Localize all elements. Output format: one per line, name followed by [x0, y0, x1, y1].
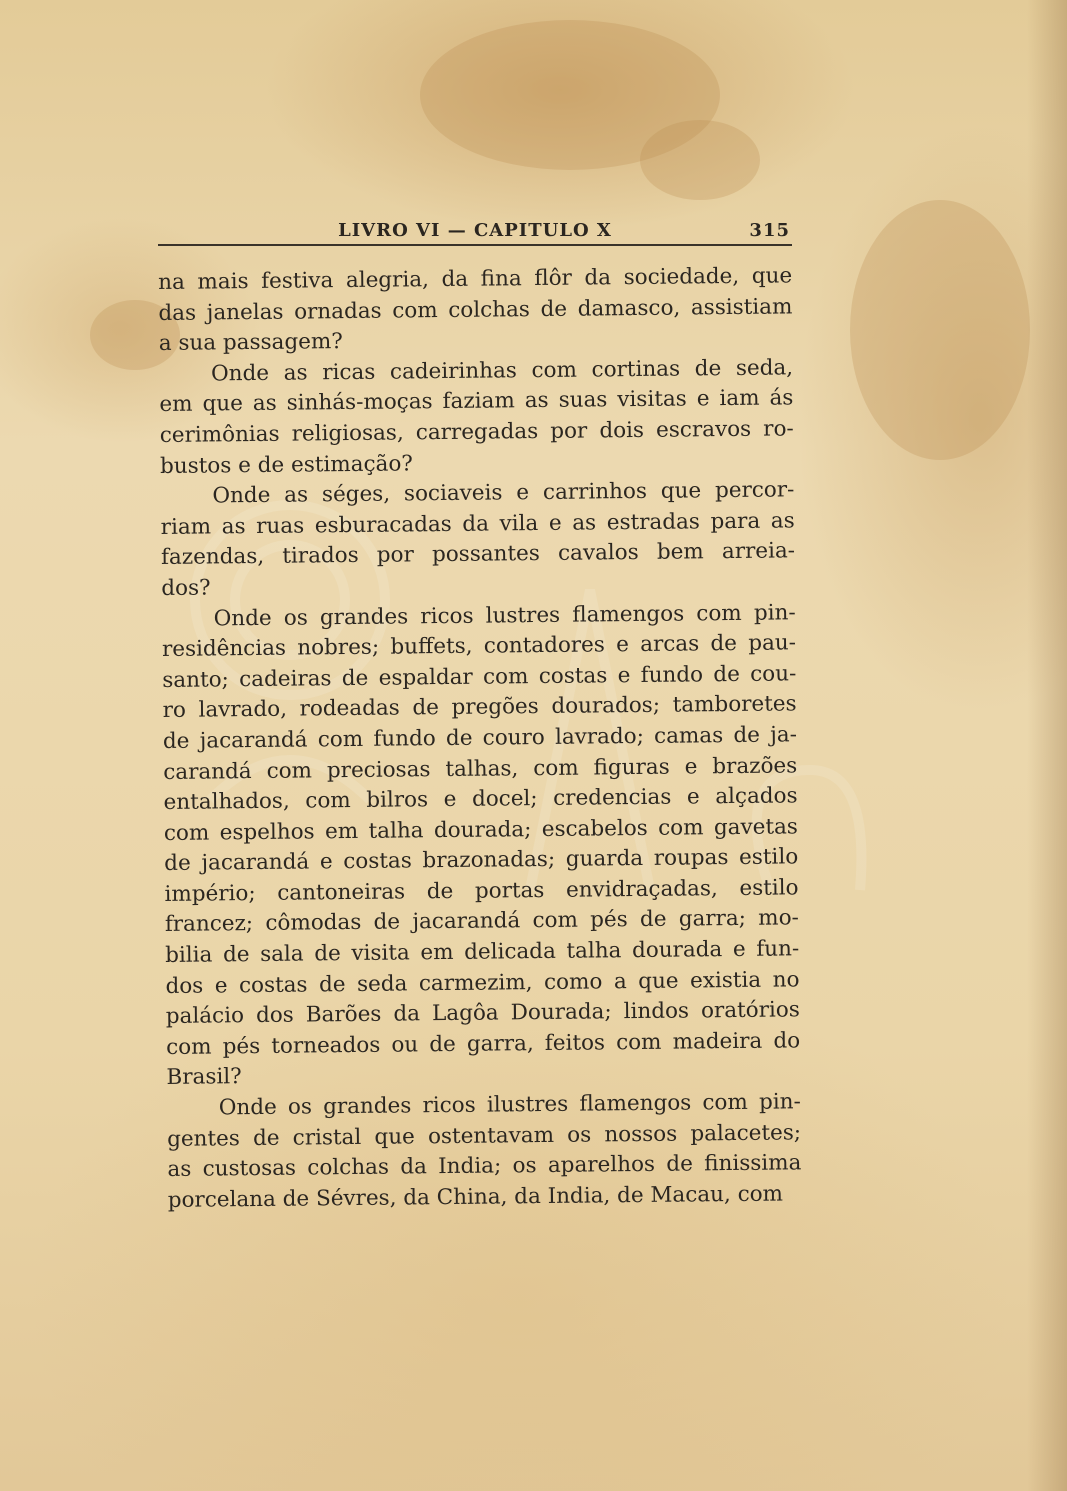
text-line: as custosas colchas da India; os aparelhos de finissima: [167, 1150, 802, 1183]
text-line: fazendas, tirados por possantes cavalos bem arreia-: [160, 538, 796, 571]
text-line: residências nobres; buffets, contadores e arcas de pau-: [161, 630, 797, 663]
text-line: bustos e de estimação?: [159, 450, 413, 479]
text-line: riam as ruas esburacadas da vila e as estradas para as: [160, 508, 795, 540]
text-line: Onde as ricas cadeirinhas com cortinas de seda,: [210, 355, 794, 387]
text-line: entalhados, com bilros e docel; credencias e alçados: [163, 783, 798, 816]
text-line: santo; cadeiras de espaldar com costas e fundo de cou-: [162, 661, 797, 693]
paragraph: [162, 598, 801, 1094]
text-line: a sua passagem?: [158, 329, 343, 357]
text-line: palácio dos Barões da Lagôa Dourada; lindos oratórios: [165, 997, 800, 1030]
text-line: porcelana de Sévres, da China, da India, de Macau, com: [167, 1181, 784, 1213]
foxing-stain: [850, 200, 1030, 460]
text-line: carandá com preciosas talhas, com figuras e brazões: [163, 752, 798, 785]
text-line: Onde os grandes ricos lustres flamengos com pin-: [213, 599, 796, 631]
paragraph: [167, 1087, 802, 1216]
paragraph: [160, 476, 795, 605]
text-line: com espelhos em talha dourada; escabelos com gavetas: [163, 814, 799, 846]
text-line: francez; cômodas de jacarandá com pés de garra; mo-: [164, 905, 799, 938]
text-line: Onde as séges, sociaveis e carrinhos que percor-: [212, 477, 795, 509]
running-title: LIVRO VI — CAPITULO X: [338, 220, 612, 241]
text-line: de jacarandá e costas brazonadas; guarda roupas estilo: [164, 844, 799, 877]
text-line: em que as sinhás-moças faziam as suas visitas e iam ás: [159, 385, 794, 418]
text-line: na mais festiva alegria, da fina flôr da sociedade, que: [158, 263, 793, 295]
foxing-stain: [640, 120, 760, 200]
text-line: gentes de cristal que ostentavam os nossos palacetes;: [166, 1119, 802, 1152]
text-line: bilia de sala de visita em delicada talha dourada e fun-: [165, 936, 800, 969]
paragraph: [158, 261, 793, 359]
text-line: cerimônias religiosas, carregadas por dois escravos ro-: [159, 416, 794, 448]
text-line: ro lavrado, rodeadas de pregões dourados; tamboretes: [162, 691, 797, 724]
running-header: [158, 220, 792, 246]
text-line: Brasil?: [166, 1064, 242, 1091]
text-line: dos?: [161, 575, 211, 601]
text-line: com pés torneados ou de garra, feitos com madeira do: [166, 1028, 801, 1060]
paragraph: [159, 353, 794, 482]
text-line: Onde os grandes ricos ilustres flamengos com pin-: [218, 1089, 801, 1121]
page-edge-shadow: [1027, 0, 1067, 1491]
page-number: 315: [749, 220, 790, 241]
body-text: [158, 261, 802, 1216]
text-line: de jacarandá com fundo de couro lavrado; camas de ja-: [162, 722, 798, 754]
text-line: dos e costas de seda carmezim, como a que existia no: [165, 966, 800, 999]
text-line: império; cantoneiras de portas envidraçadas, estilo: [164, 875, 799, 907]
text-line: das janelas ornadas com colchas de damasco, assistiam: [158, 293, 793, 326]
